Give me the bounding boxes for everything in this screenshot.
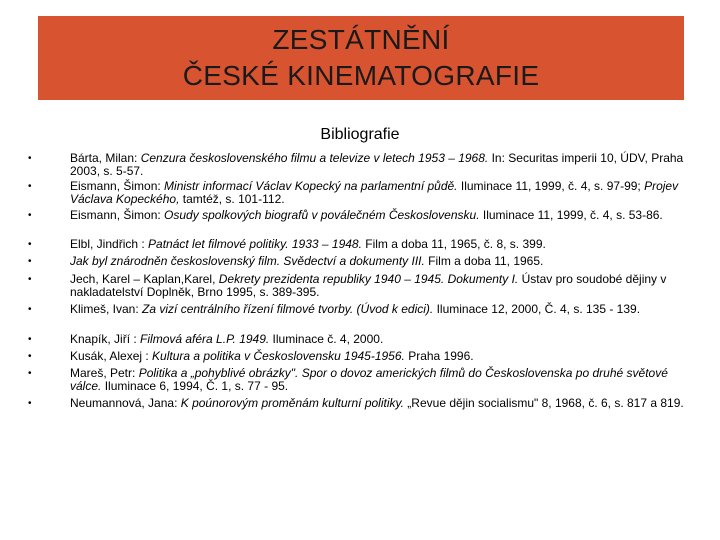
- entry-source: Ústav pro soudobé dějiny v nakladatelství Doplněk, Brno 1995, s. 389-395.: [70, 272, 667, 299]
- entry-title: Jak byl znárodněn československý film. Svědectví a dokumenty III.: [70, 254, 425, 268]
- entry-title: Filmová aféra L.P. 1949.: [140, 332, 270, 346]
- entry-author: Jech, Karel – Kaplan,Karel,: [70, 272, 219, 286]
- entry-author: Elbl, Jindřich :: [70, 237, 149, 251]
- entry-source-2: tamtéž, s. 101-112.: [179, 191, 285, 206]
- entry-author: Eismann, Šimon:: [70, 179, 165, 193]
- entry-title: Dekrety prezidenta republiky 1940 – 1945. Dokumenty I.: [218, 272, 519, 286]
- entry-author: Bárta, Milan:: [70, 151, 141, 165]
- list-item: [28, 255, 698, 268]
- list-item: [28, 152, 698, 177]
- bullet-icon: •: [28, 274, 32, 285]
- bullet-icon: •: [28, 304, 32, 315]
- entry-title-2: Projev Václava Kopeckého,: [70, 179, 679, 206]
- section-title-row: [0, 126, 720, 144]
- entry-title: K poúnorovým proměnám kulturní politiky.: [180, 396, 404, 410]
- title-line-1: ZESTÁTNĚNÍ: [272, 24, 450, 55]
- list-item: [28, 367, 698, 392]
- entry-title: Osudy spolkových biografů v poválečném Československu.: [164, 208, 480, 222]
- list-item: [28, 397, 698, 410]
- entry-source: In: Securitas imperii 10, ÚDV, Praha 2003, s. 5-57.: [70, 151, 684, 178]
- entry-title: Za vizí centrálního řízení filmové tvorby. (Úvod k edici).: [142, 302, 434, 316]
- list-item: [28, 273, 698, 298]
- bullet-icon: •: [28, 210, 32, 221]
- entry-source: Film a doba 11, 1965, č. 8, s. 399.: [361, 237, 546, 251]
- bullet-icon: •: [28, 368, 32, 379]
- title-banner: [38, 16, 684, 100]
- list-item: [28, 333, 698, 346]
- entry-title: Cenzura československého filmu a televize v letech 1953 – 1968.: [140, 151, 489, 165]
- entry-source: Iluminace č. 4, 2000.: [269, 332, 384, 346]
- bullet-icon: •: [28, 181, 32, 192]
- entry-author: Knapík, Jiří :: [70, 332, 141, 346]
- entry-source: Praha 1996.: [404, 349, 474, 363]
- section-title: Bibliografie: [320, 126, 400, 143]
- entry-title: Ministr informací Václav Kopecký na parlamentní půdě.: [164, 179, 458, 193]
- bullet-icon: •: [28, 239, 32, 250]
- list-item: [28, 209, 698, 222]
- entry-author: Kusák, Alexej :: [70, 349, 153, 363]
- list-item: [28, 180, 698, 205]
- title-line-2: ČESKÉ KINEMATOGRAFIE: [182, 60, 540, 91]
- bullet-icon: •: [28, 351, 32, 362]
- list-item: [28, 350, 698, 363]
- bullet-icon: •: [28, 334, 32, 345]
- entry-author: Eismann, Šimon:: [70, 208, 165, 222]
- entry-source: Iluminace 11, 1999, č. 4, s. 53-86.: [479, 208, 663, 222]
- list-item: [28, 303, 698, 316]
- entry-title: Patnáct let filmové politiky. 1933 – 1948.: [148, 237, 362, 251]
- entry-source: Iluminace 11, 1999, č. 4, s. 97-99;: [457, 179, 645, 193]
- list-item: [28, 238, 698, 251]
- entry-title: Kultura a politika v Československu 1945-1956.: [152, 349, 405, 363]
- bullet-icon: •: [28, 398, 32, 409]
- bullet-icon: •: [28, 153, 32, 164]
- entry-author: Mareš, Petr:: [70, 366, 139, 380]
- entry-source: Film a doba 11, 1965.: [424, 254, 544, 268]
- entry-title: Politika a „pohyblivé obrázky". Spor o dovoz amerických filmů do Československa po druhé světové válce.: [70, 366, 668, 393]
- entry-source: Iluminace 12, 2000, Č. 4, s. 135 - 139.: [433, 302, 641, 316]
- entry-source: Iluminace 6, 1994, Č. 1, s. 77 - 95.: [101, 378, 289, 393]
- entry-source: „Revue dějin socialismu" 8, 1968, č. 6, s. 817 a 819.: [403, 396, 684, 410]
- bullet-icon: •: [28, 256, 32, 267]
- entry-author: Neumannová, Jana:: [70, 396, 181, 410]
- entry-author: Klimeš, Ivan:: [70, 302, 143, 316]
